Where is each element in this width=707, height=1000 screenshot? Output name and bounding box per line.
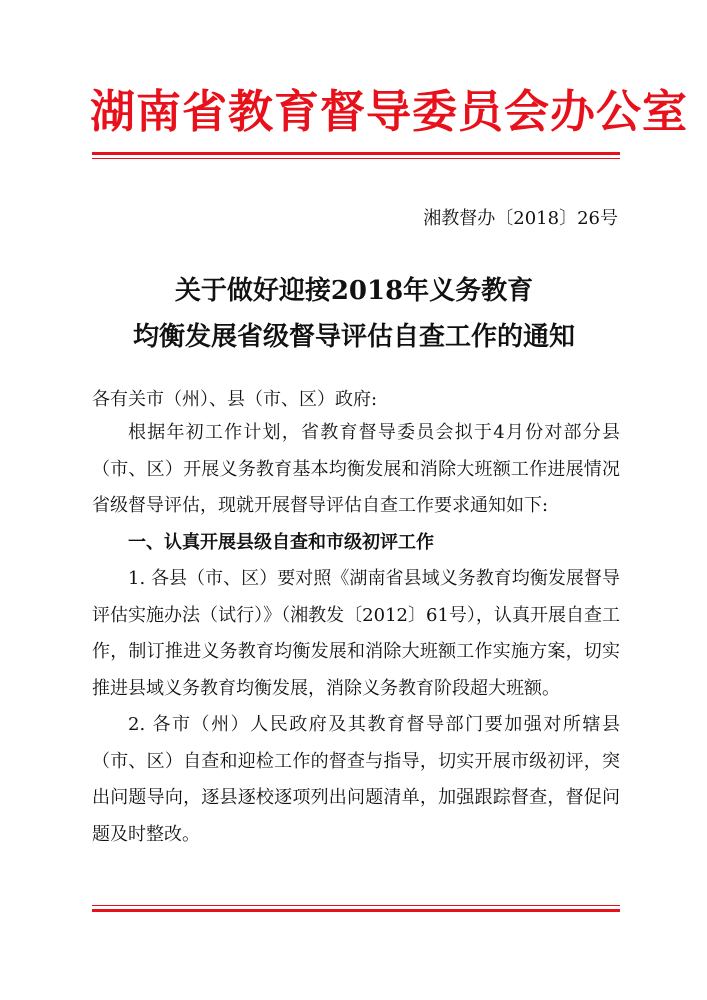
document-number: 湘教督办〔2018〕26号 (423, 208, 618, 229)
paragraph-intro: 根据年初工作计划，省教育督导委员会拟于4月份对部分县（市、区）开展义务教育基本均衡发展和消除大班额工作进展情况省级督导评估，现就开展督导评估自查工作要求通知如下: (92, 422, 620, 516)
footer-rule-thin (92, 905, 620, 906)
title-line-1: 关于做好迎接2018年义务教育 (174, 276, 534, 306)
section-heading-1: 一、认真开展县级自查和市级初评工作 (128, 531, 434, 553)
salutation: 各有关市（州）、县（市、区）政府: (92, 389, 378, 410)
paragraph-item-2: 2. 各市（州）人民政府及其教育督导部门要加强对所辖县（市、区）自查和迎检工作的督查与指导，切实开展市级初评，突出问题导向，逐县逐校逐项列出问题清单，加强跟踪督查，督促问题及时整改。 (92, 714, 620, 845)
masthead-title: 湖南省教育督导委员会办公室 (90, 85, 689, 138)
masthead-rule-thick (92, 152, 620, 155)
title-line-2: 均衡发展省级督导评估自查工作的通知 (132, 322, 575, 352)
masthead-rule-thin (92, 158, 620, 159)
document-title (90, 268, 618, 360)
document-body (92, 415, 620, 853)
paragraph-item-1: 1. 各县（市、区）要对照《湖南省县域义务教育均衡发展督导评估实施办法（试行）》（湘教发〔2012〕61号），认真开展自查工作，制订推进义务教育均衡发展和消除大班额工作实施方案，切实推进县域义务教育均衡发展，消除义务教育阶段超大班额。 (92, 568, 620, 699)
footer-rule-thick (92, 909, 620, 912)
